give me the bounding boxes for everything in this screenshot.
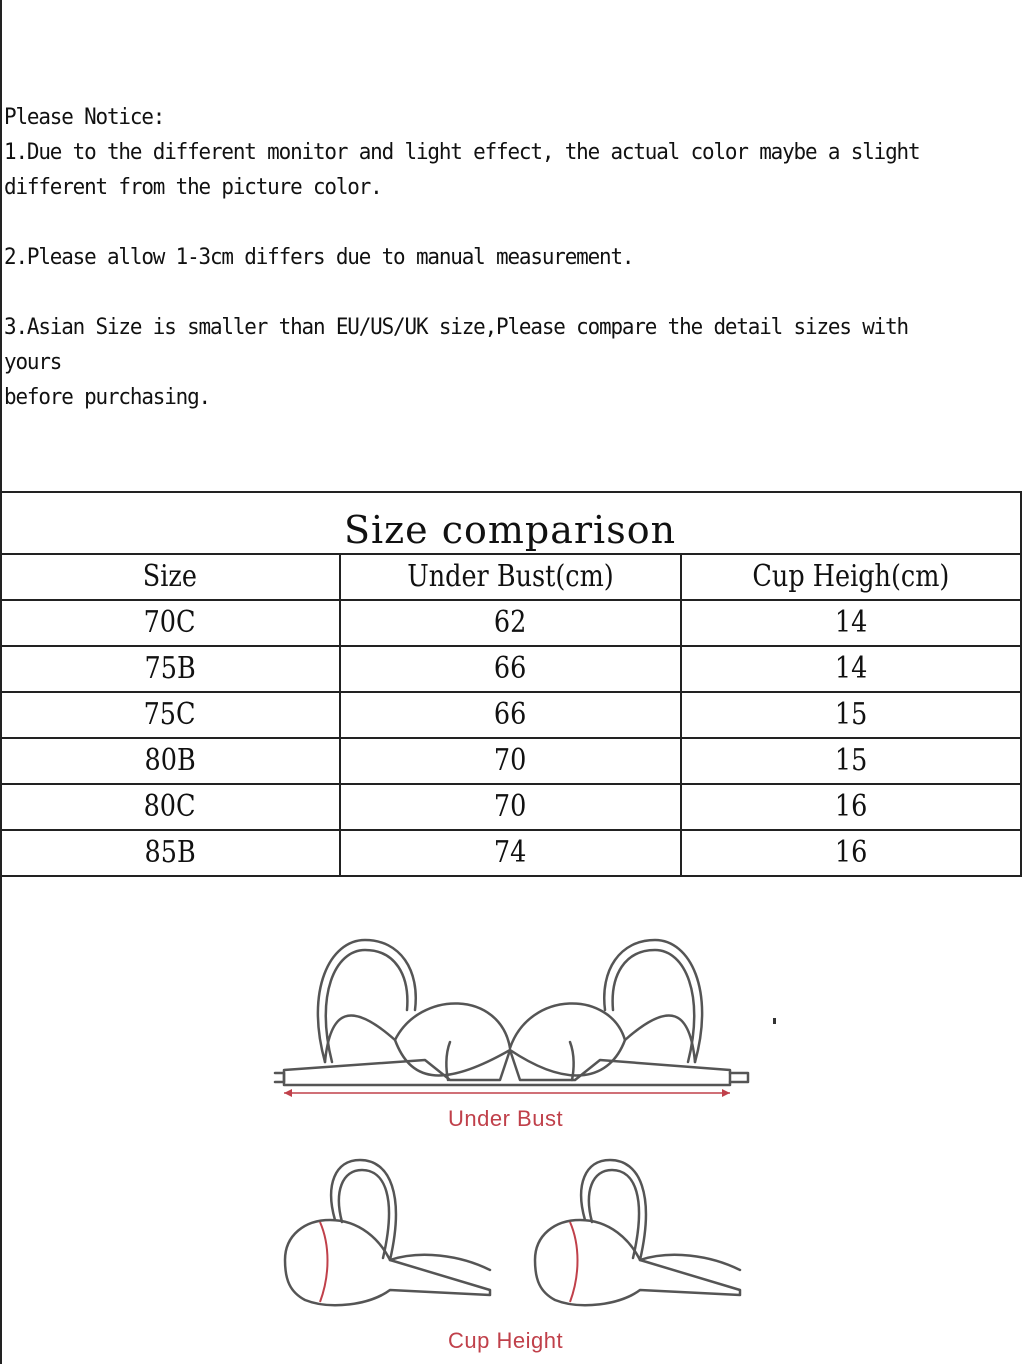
table-row	[0, 738, 1021, 784]
notice-block	[4, 100, 954, 415]
table-cell: 70	[340, 784, 680, 830]
notice-heading: Please Notice:	[4, 105, 165, 130]
table-cell: 70C	[0, 600, 340, 646]
cup-height-marker-right	[570, 1222, 578, 1302]
header-cell: Cup Heigh(cm)	[681, 554, 1021, 600]
table-cell: 85B	[0, 830, 340, 876]
table-row	[0, 784, 1021, 830]
table-row	[0, 692, 1021, 738]
band-shape	[284, 1050, 730, 1085]
table-title: Size comparison	[0, 491, 1022, 553]
bra-illustration	[270, 930, 770, 1360]
header-cell: Size	[0, 554, 340, 600]
notice-item-1a: 1.Due to the different monitor and light effect, the actual color maybe a slight	[4, 140, 920, 165]
table-cell: 80B	[0, 738, 340, 784]
table-cell: 80C	[0, 784, 340, 830]
table-cell: 75C	[0, 692, 340, 738]
table-cell: 62	[340, 600, 680, 646]
table-cell: 15	[681, 738, 1021, 784]
notice-item-3b: before purchasing.	[4, 385, 210, 410]
cup-height-marker-left	[320, 1222, 328, 1302]
header-cell: Under Bust(cm)	[340, 554, 680, 600]
table-header-row	[0, 554, 1021, 600]
under-bust-label: Under Bust	[448, 1106, 564, 1131]
table-cell: 16	[681, 784, 1021, 830]
size-comparison	[0, 491, 1022, 877]
table-cell: 74	[340, 830, 680, 876]
notice-item-2: 2.Please allow 1-3cm differs due to manual measurement.	[4, 245, 634, 270]
table-cell: 66	[340, 692, 680, 738]
table-row	[0, 600, 1021, 646]
table-cell: 70	[340, 738, 680, 784]
notice-item-3a: 3.Asian Size is smaller than EU/US/UK size,Please compare the detail sizes with yours	[4, 315, 920, 375]
table-cell: 66	[340, 646, 680, 692]
left-cup-outline	[325, 1003, 510, 1062]
table-row	[0, 646, 1021, 692]
table-row	[0, 830, 1021, 876]
right-strap	[604, 940, 702, 1062]
table-cell: 75B	[0, 646, 340, 692]
measurement-diagram	[270, 930, 770, 1360]
size-table	[0, 553, 1022, 877]
left-strap	[318, 940, 416, 1062]
table-cell: 14	[681, 600, 1021, 646]
cup-height-label: Cup Height	[448, 1328, 564, 1353]
table-cell: 15	[681, 692, 1021, 738]
table-cell: 14	[681, 646, 1021, 692]
stray-mark	[773, 1018, 776, 1024]
table-cell: 16	[681, 830, 1021, 876]
notice-item-1b: different from the picture color.	[4, 175, 382, 200]
